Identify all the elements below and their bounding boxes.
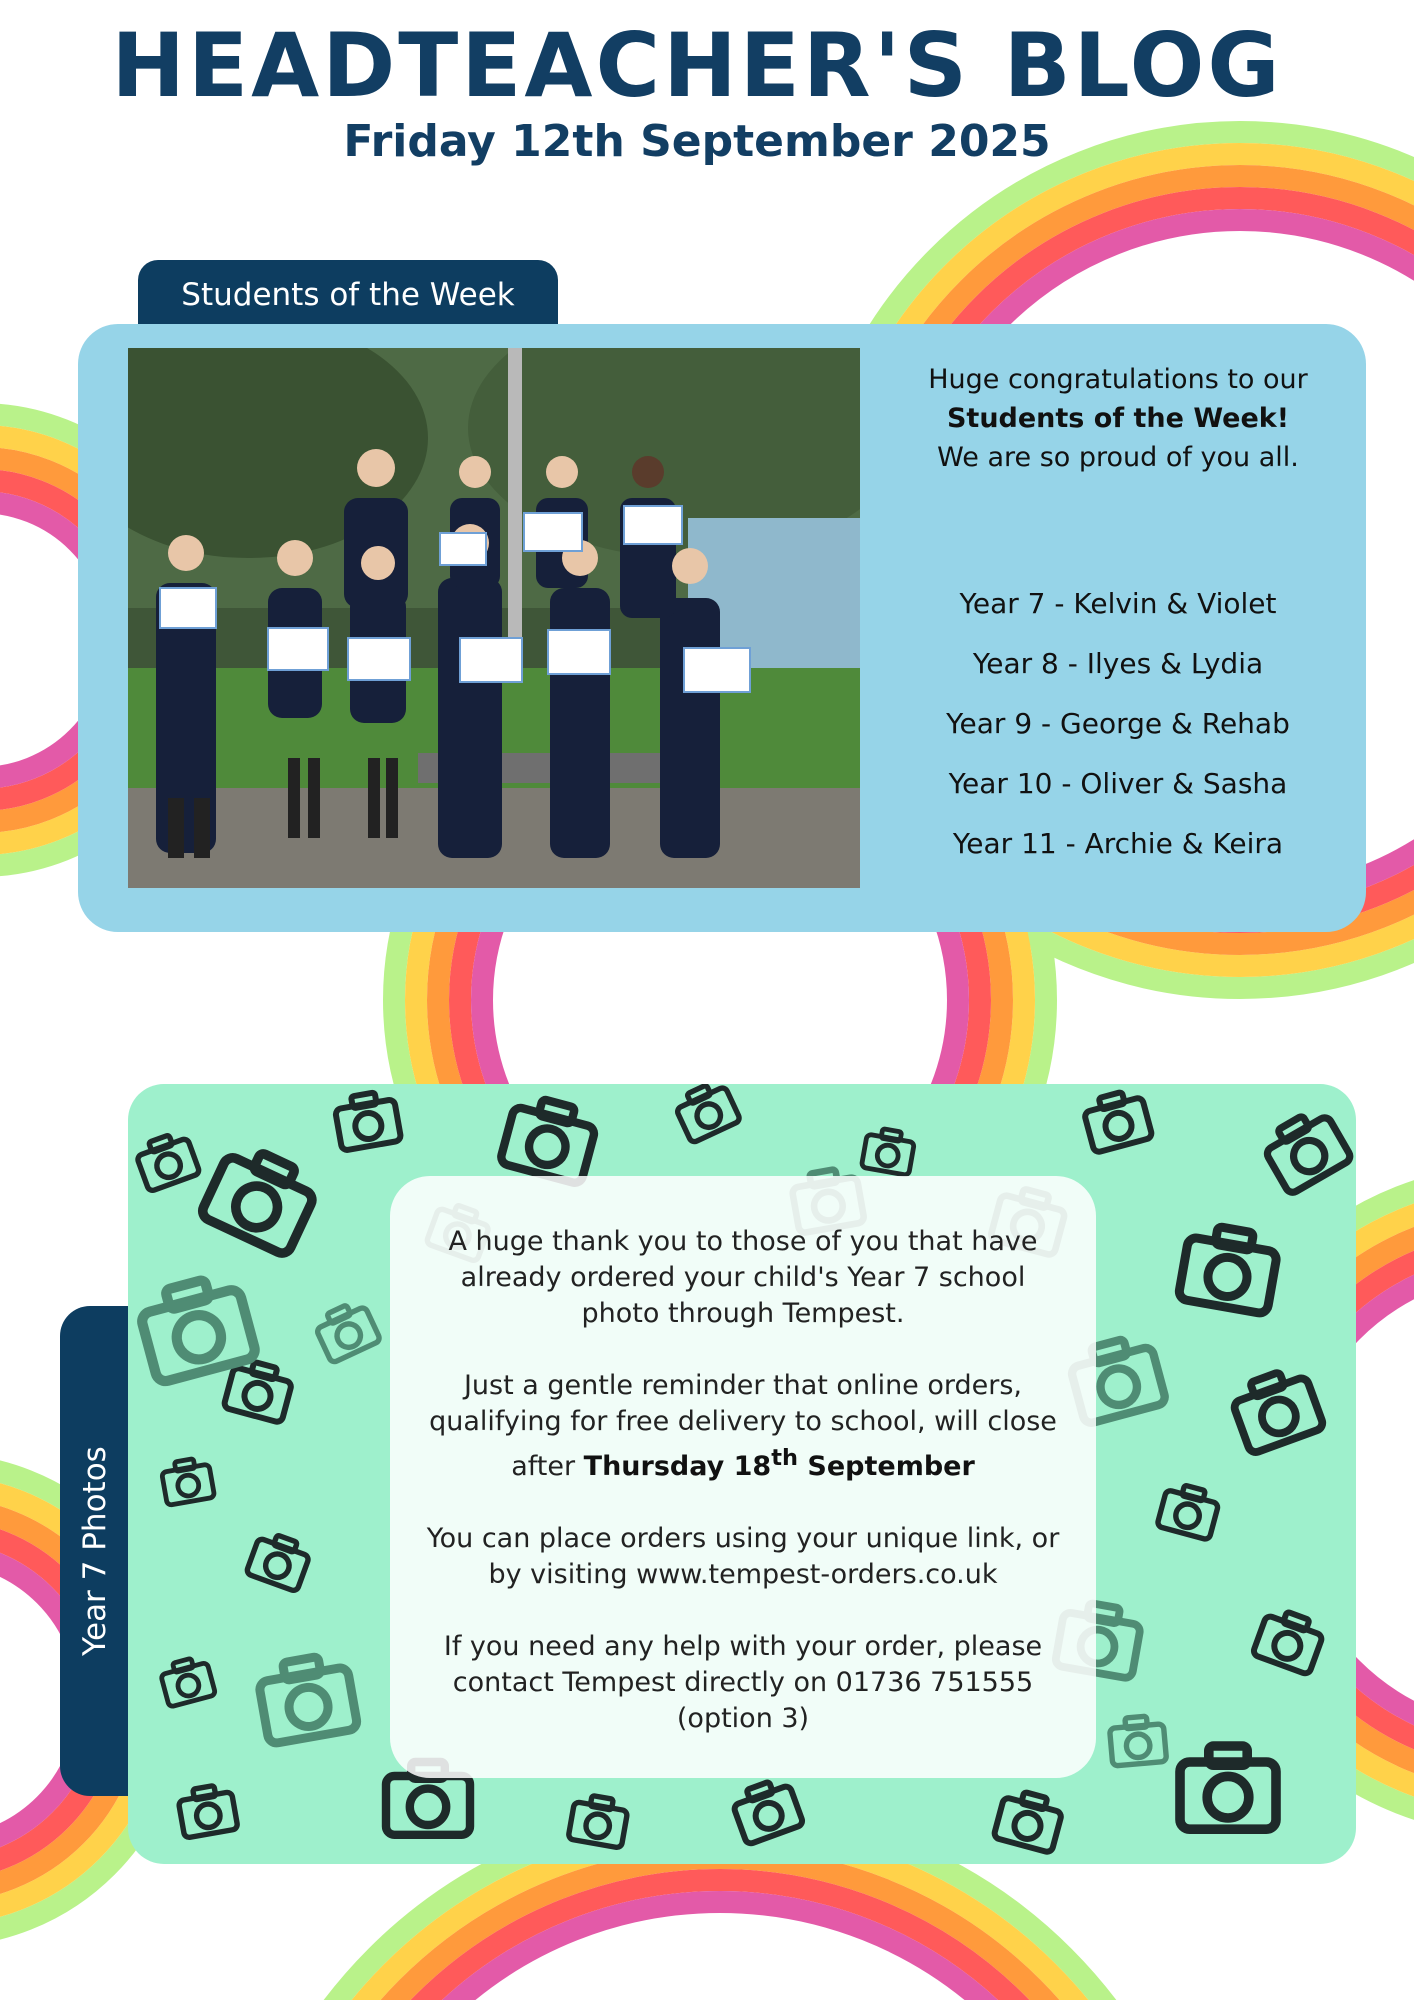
deadline-month: September	[807, 1451, 975, 1482]
intro-line-3: We are so proud of you all.	[937, 442, 1299, 473]
text-line: You can place orders using your unique link, or	[426, 1523, 1060, 1554]
deadline-line	[390, 1440, 1096, 1485]
text-line: A huge thank you to those of you that have	[448, 1226, 1038, 1257]
text-line: Just a gentle reminder that online orders,	[463, 1370, 1023, 1401]
year-winner-row: Year 7 - Kelvin & Violet	[959, 587, 1277, 620]
page-header	[0, 14, 1414, 167]
reminder-paragraph	[390, 1368, 1096, 1485]
year-winner-row: Year 11 - Archie & Keira	[952, 827, 1284, 860]
blog-title: HEADTEACHER'S BLOG	[111, 14, 1283, 117]
year7-photos-tab-label: Year 7 Photos	[77, 1446, 113, 1656]
students-of-week-intro	[878, 360, 1358, 477]
students-of-week-card	[78, 324, 1366, 932]
students-of-week-tab: Students of the Week	[138, 260, 558, 332]
year7-photos-tab	[60, 1306, 130, 1796]
text-line: contact Tempest directly on 01736 751555	[452, 1667, 1034, 1698]
blog-date: Friday 12th September 2025	[343, 116, 1051, 167]
ordering-paragraph	[390, 1521, 1096, 1593]
deadline-ordinal: th	[771, 1445, 798, 1471]
intro-line-2: Students of the Week!	[946, 403, 1290, 434]
year7-photos-notice	[390, 1176, 1096, 1778]
deadline-prefix: after	[511, 1451, 576, 1482]
text-line: If you need any help with your order, please	[443, 1631, 1043, 1662]
help-paragraph	[390, 1629, 1096, 1737]
text-line: by visiting www.tempest-orders.co.uk	[488, 1559, 998, 1590]
students-group-photo	[128, 348, 860, 888]
intro-line-1: Huge congratulations to our	[928, 364, 1308, 395]
text-line: (option 3)	[676, 1703, 810, 1734]
year-winner-row: Year 8 - Ilyes & Lydia	[972, 647, 1264, 680]
deadline-day: Thursday 18	[583, 1451, 772, 1482]
year-winner-row: Year 9 - George & Rehab	[946, 707, 1290, 740]
text-line: photo through Tempest.	[581, 1298, 905, 1329]
text-line: qualifying for free delivery to school, will close	[429, 1406, 1057, 1437]
text-line: already ordered your child's Year 7 school	[460, 1262, 1026, 1293]
year-winner-row: Year 10 - Oliver & Sasha	[948, 767, 1288, 800]
deadline-date	[583, 1445, 975, 1482]
thank-you-paragraph	[390, 1224, 1096, 1332]
year-winners-list	[878, 574, 1358, 874]
